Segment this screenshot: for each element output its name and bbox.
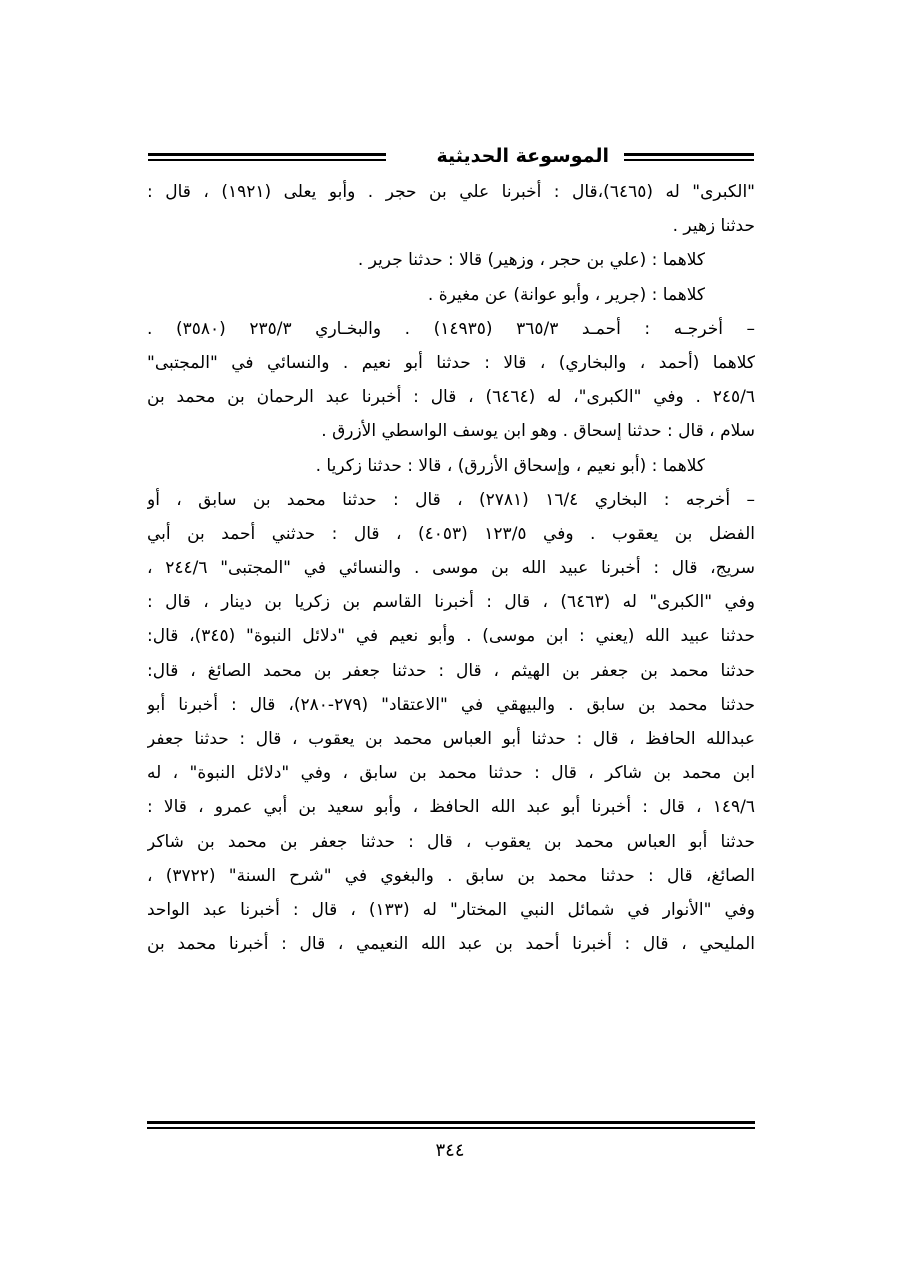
text-line: ١٤٩/٦ ، قال : أخبرنا أبو عبد الله الحافظ ، وأبو سعيد بن أبي عمرو ، قالا :	[147, 797, 755, 818]
text-line: حدثنا زهير .	[672, 216, 755, 237]
text-line: ابن محمد بن شاكر ، قال : حدثنا محمد بن سابق ، وفي "دلائل النبوة" ، له	[147, 763, 755, 784]
text-line: – أخرجـه : أحمـد ٣٦٥/٣ (١٤٩٣٥) . والبخـاري ٢٣٥/٣ (٣٥٨٠) .	[147, 318, 755, 339]
text-line: كلاهما : (جرير ، وأبو عوانة) عن مغيرة .	[427, 284, 705, 305]
text-line: وفي "الكبرى" له (٦٤٦٣) ، قال : أخبرنا القاسم بن زكريا بن دينار ، قال :	[147, 592, 755, 613]
header-rule-left	[148, 153, 386, 161]
text-line: كلاهما : (علي بن حجر ، وزهير) قالا : حدثنا جرير .	[357, 250, 705, 271]
text-line: كلاهما (أحمد ، والبخاري) ، قالا : حدثنا أبو نعيم . والنسائي في "المجتبى"	[147, 352, 755, 373]
text-line: سريج، قال : أخبرنا عبيد الله بن موسى . والنسائي في "المجتبى" ٢٤٤/٦ ،	[147, 558, 755, 579]
header-rule-right	[624, 153, 754, 161]
text-line: وفي "الأنوار في شمائل النبي المختار" له (١٣٣) ، قال : أخبرنا عبد الواحد	[147, 899, 755, 920]
text-line: المليحي ، قال : أخبرنا أحمد بن عبد الله النعيمي ، قال : أخبرنا محمد بن	[147, 934, 755, 955]
text-line: حدثنا أبو العباس محمد بن يعقوب ، قال : حدثنا جعفر بن محمد بن شاكر	[147, 831, 755, 852]
text-line: كلاهما : (أبو نعيم ، وإسحاق الأزرق) ، قالا : حدثنا زكريا .	[315, 455, 705, 476]
text-line: حدثنا محمد بن سابق . والبيهقي في "الاعتقاد" (٢٧٩-٢٨٠)، قال : أخبرنا أبو	[147, 694, 755, 715]
text-line: ٢٤٥/٦ . وفي "الكبرى"، له (٦٤٦٤) ، قال : أخبرنا عبد الرحمان بن محمد بن	[147, 387, 755, 408]
page-header	[148, 142, 754, 172]
text-line: سلام ، قال : حدثنا إسحاق . وهو ابن يوسف الواسطي الأزرق .	[321, 421, 755, 442]
text-line: "الكبرى" له (٦٤٦٥)،قال : أخبرنا علي بن حجر . وأبو يعلى (١٩٢١) ، قال :	[147, 182, 755, 202]
page-title: الموسوعة الحديثية	[436, 145, 609, 167]
text-line: الصائغ، قال : حدثنا محمد بن سابق . والبغوي في "شرح السنة" (٣٧٢٢) ،	[147, 865, 755, 886]
footer-rule	[147, 1121, 755, 1129]
text-line: حدثنا عبيد الله (يعني : ابن موسى) . وأبو نعيم في "دلائل النبوة" (٣٤٥)، قال:	[147, 626, 755, 647]
page-number: ٣٤٤	[435, 1140, 465, 1161]
text-line: الفضل بن يعقوب . وفي ١٢٣/٥ (٤٠٥٣) ، قال : حدثني أحمد بن أبي	[147, 523, 755, 544]
text-line: حدثنا محمد بن جعفر بن الهيثم ، قال : حدثنا جعفر بن محمد الصائغ ، قال:	[147, 660, 755, 681]
text-line: – أخرجه : البخاري ١٦/٤ (٢٧٨١) ، قال : حدثنا محمد بن سابق ، أو	[147, 489, 755, 510]
text-line: عبدالله الحافظ ، قال : حدثنا أبو العباس محمد بن يعقوب ، قال : حدثنا جعفر	[147, 729, 755, 749]
page-body	[147, 175, 755, 961]
